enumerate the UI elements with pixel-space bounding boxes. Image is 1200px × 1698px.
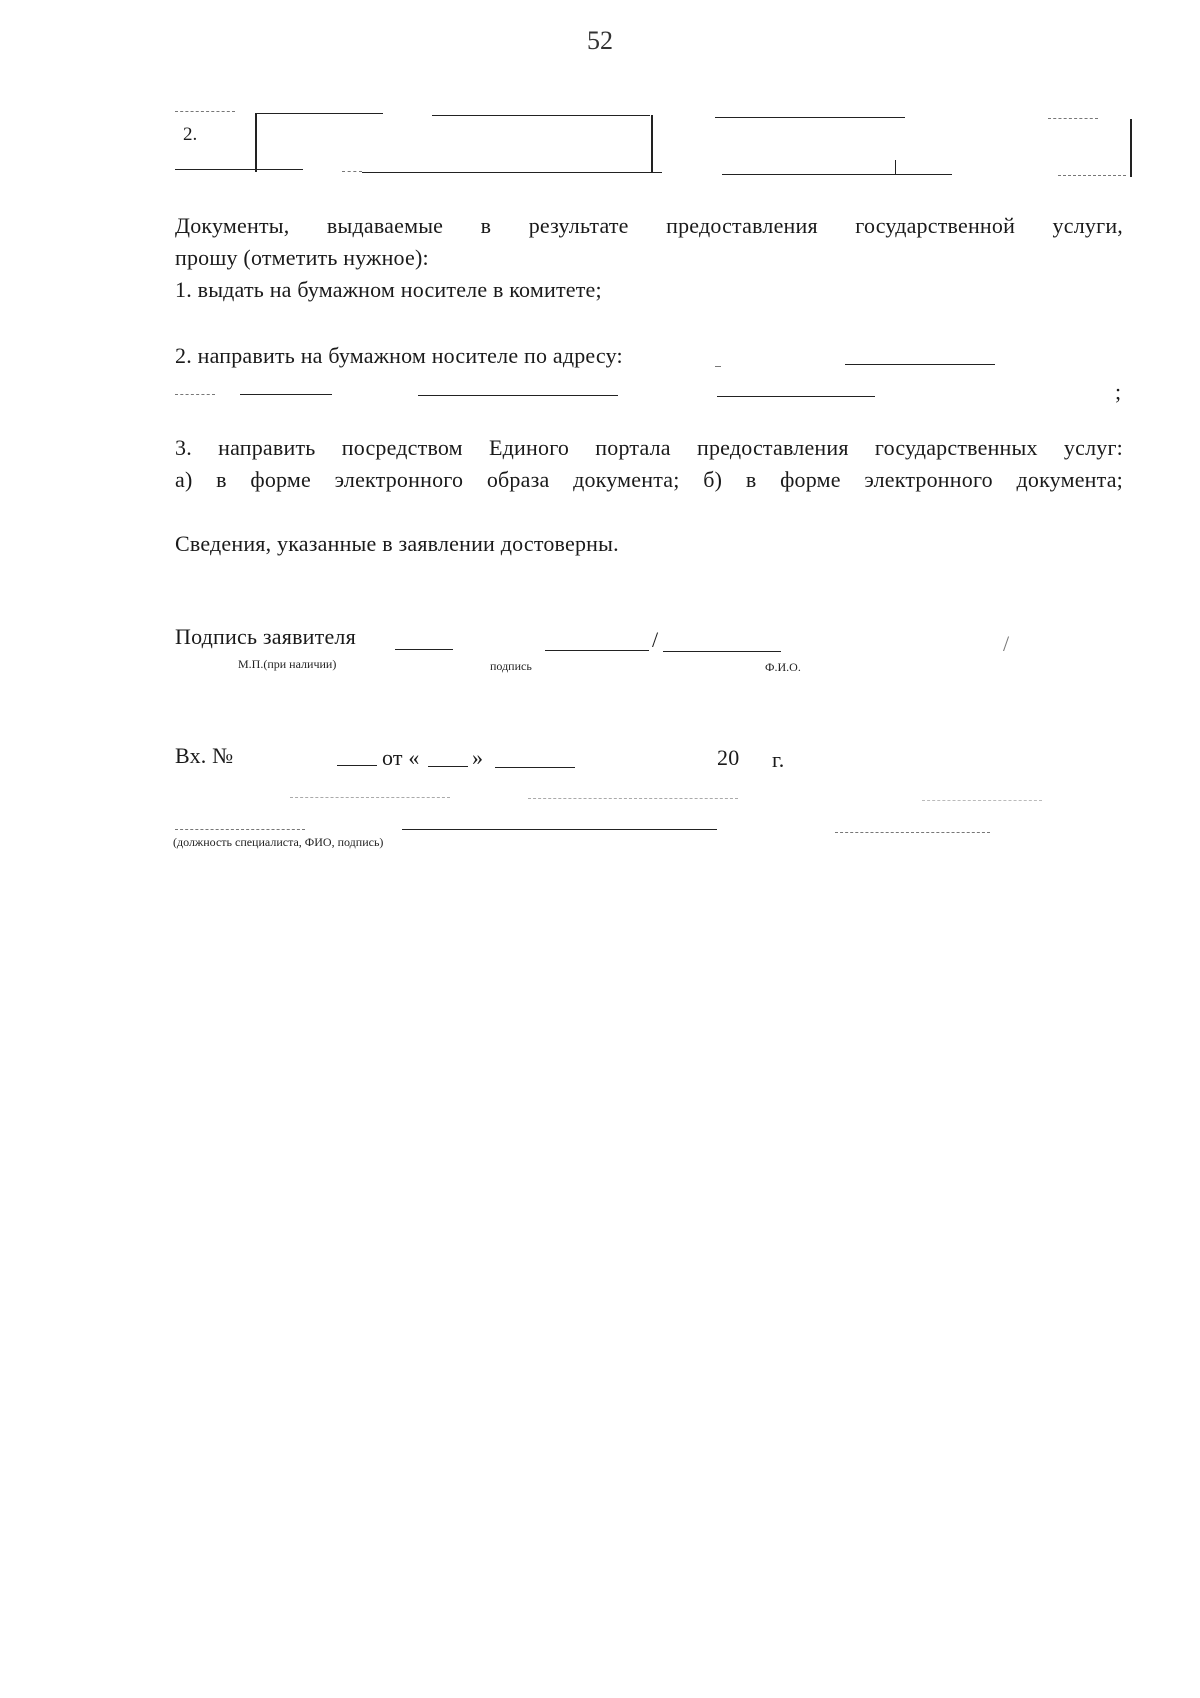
specialist-line-segment [402, 829, 717, 830]
option-send-by-mail-label: 2. направить на бумажном носителе по адресу: [175, 343, 623, 368]
table-top-border-segment [715, 117, 905, 118]
table-top-border-segment [175, 111, 235, 112]
signature-separator: / [652, 627, 659, 652]
table-cell-border [651, 115, 653, 173]
address-end-semicolon: ; [1115, 379, 1122, 404]
table-row-number: 2. [183, 124, 198, 145]
caption-name: Ф.И.О. [765, 660, 801, 674]
documents-section [175, 210, 1123, 306]
caption-stamp: М.П.(при наличии) [238, 657, 337, 671]
option-send-by-mail [175, 340, 623, 372]
caption-sign: подпись [490, 659, 532, 673]
signature-stamp-blank [395, 649, 453, 650]
table-bottom-border-segment [722, 174, 952, 175]
address-blank-segment [717, 396, 875, 397]
option-send-via-portal-line: 3. направить посредством Единого портала предоставления государственных услуг: [175, 435, 1123, 460]
date-month-blank [495, 767, 575, 768]
faint-line [922, 800, 1042, 801]
signature-name-blank [663, 651, 781, 652]
table-top-border-segment [255, 113, 383, 114]
table-bottom-border-segment [1058, 175, 1126, 176]
specialist-caption: (должность специалиста, ФИО, подпись) [173, 835, 384, 849]
option-issue-on-paper: 1. выдать на бумажном носителе в комитете; [175, 277, 602, 302]
documents-intro-line: Документы, выдаваемые в результате предоставления государственной услуги, [175, 213, 1123, 238]
table-cell-border [895, 160, 896, 174]
address-blank-segment [845, 364, 995, 365]
incoming-number-blank [337, 765, 377, 766]
signature-label: Подпись заявителя [175, 624, 356, 649]
signature-end-separator: / [1003, 631, 1010, 656]
incoming-number-label: Вх. № [175, 743, 234, 768]
table-cell-border [1130, 119, 1132, 177]
date-day-blank [428, 766, 468, 767]
specialist-line-segment [835, 832, 990, 833]
table-bottom-border-segment [175, 169, 303, 170]
address-blank-segment [715, 366, 721, 367]
option-send-via-portal-line: а) в форме электронного образа документа; б) в форме электронного документа; [175, 467, 1123, 492]
table-bottom-border-segment [362, 172, 662, 173]
table-top-border-segment [432, 115, 650, 116]
specialist-line-segment [175, 829, 305, 830]
faint-line [528, 798, 738, 799]
date-year-suffix: г. [772, 747, 785, 772]
address-blank-segment [418, 395, 618, 396]
faint-line [290, 797, 450, 798]
page-number: 52 [587, 26, 613, 55]
date-year-prefix: 20 [717, 745, 740, 770]
table-cell-border [255, 114, 257, 172]
option-send-via-portal [175, 432, 1123, 496]
documents-intro-line: прошу (отметить нужное): [175, 245, 429, 270]
date-quote-close: » [472, 745, 484, 770]
address-blank-segment [175, 394, 215, 395]
table-bottom-border-segment [342, 171, 362, 172]
confirmation-statement: Сведения, указанные в заявлении достоверны. [175, 531, 619, 556]
table-top-border-segment [1048, 118, 1098, 119]
address-blank-segment [240, 394, 332, 395]
signature-sign-blank [545, 650, 649, 651]
date-from-label: от « [382, 745, 420, 770]
